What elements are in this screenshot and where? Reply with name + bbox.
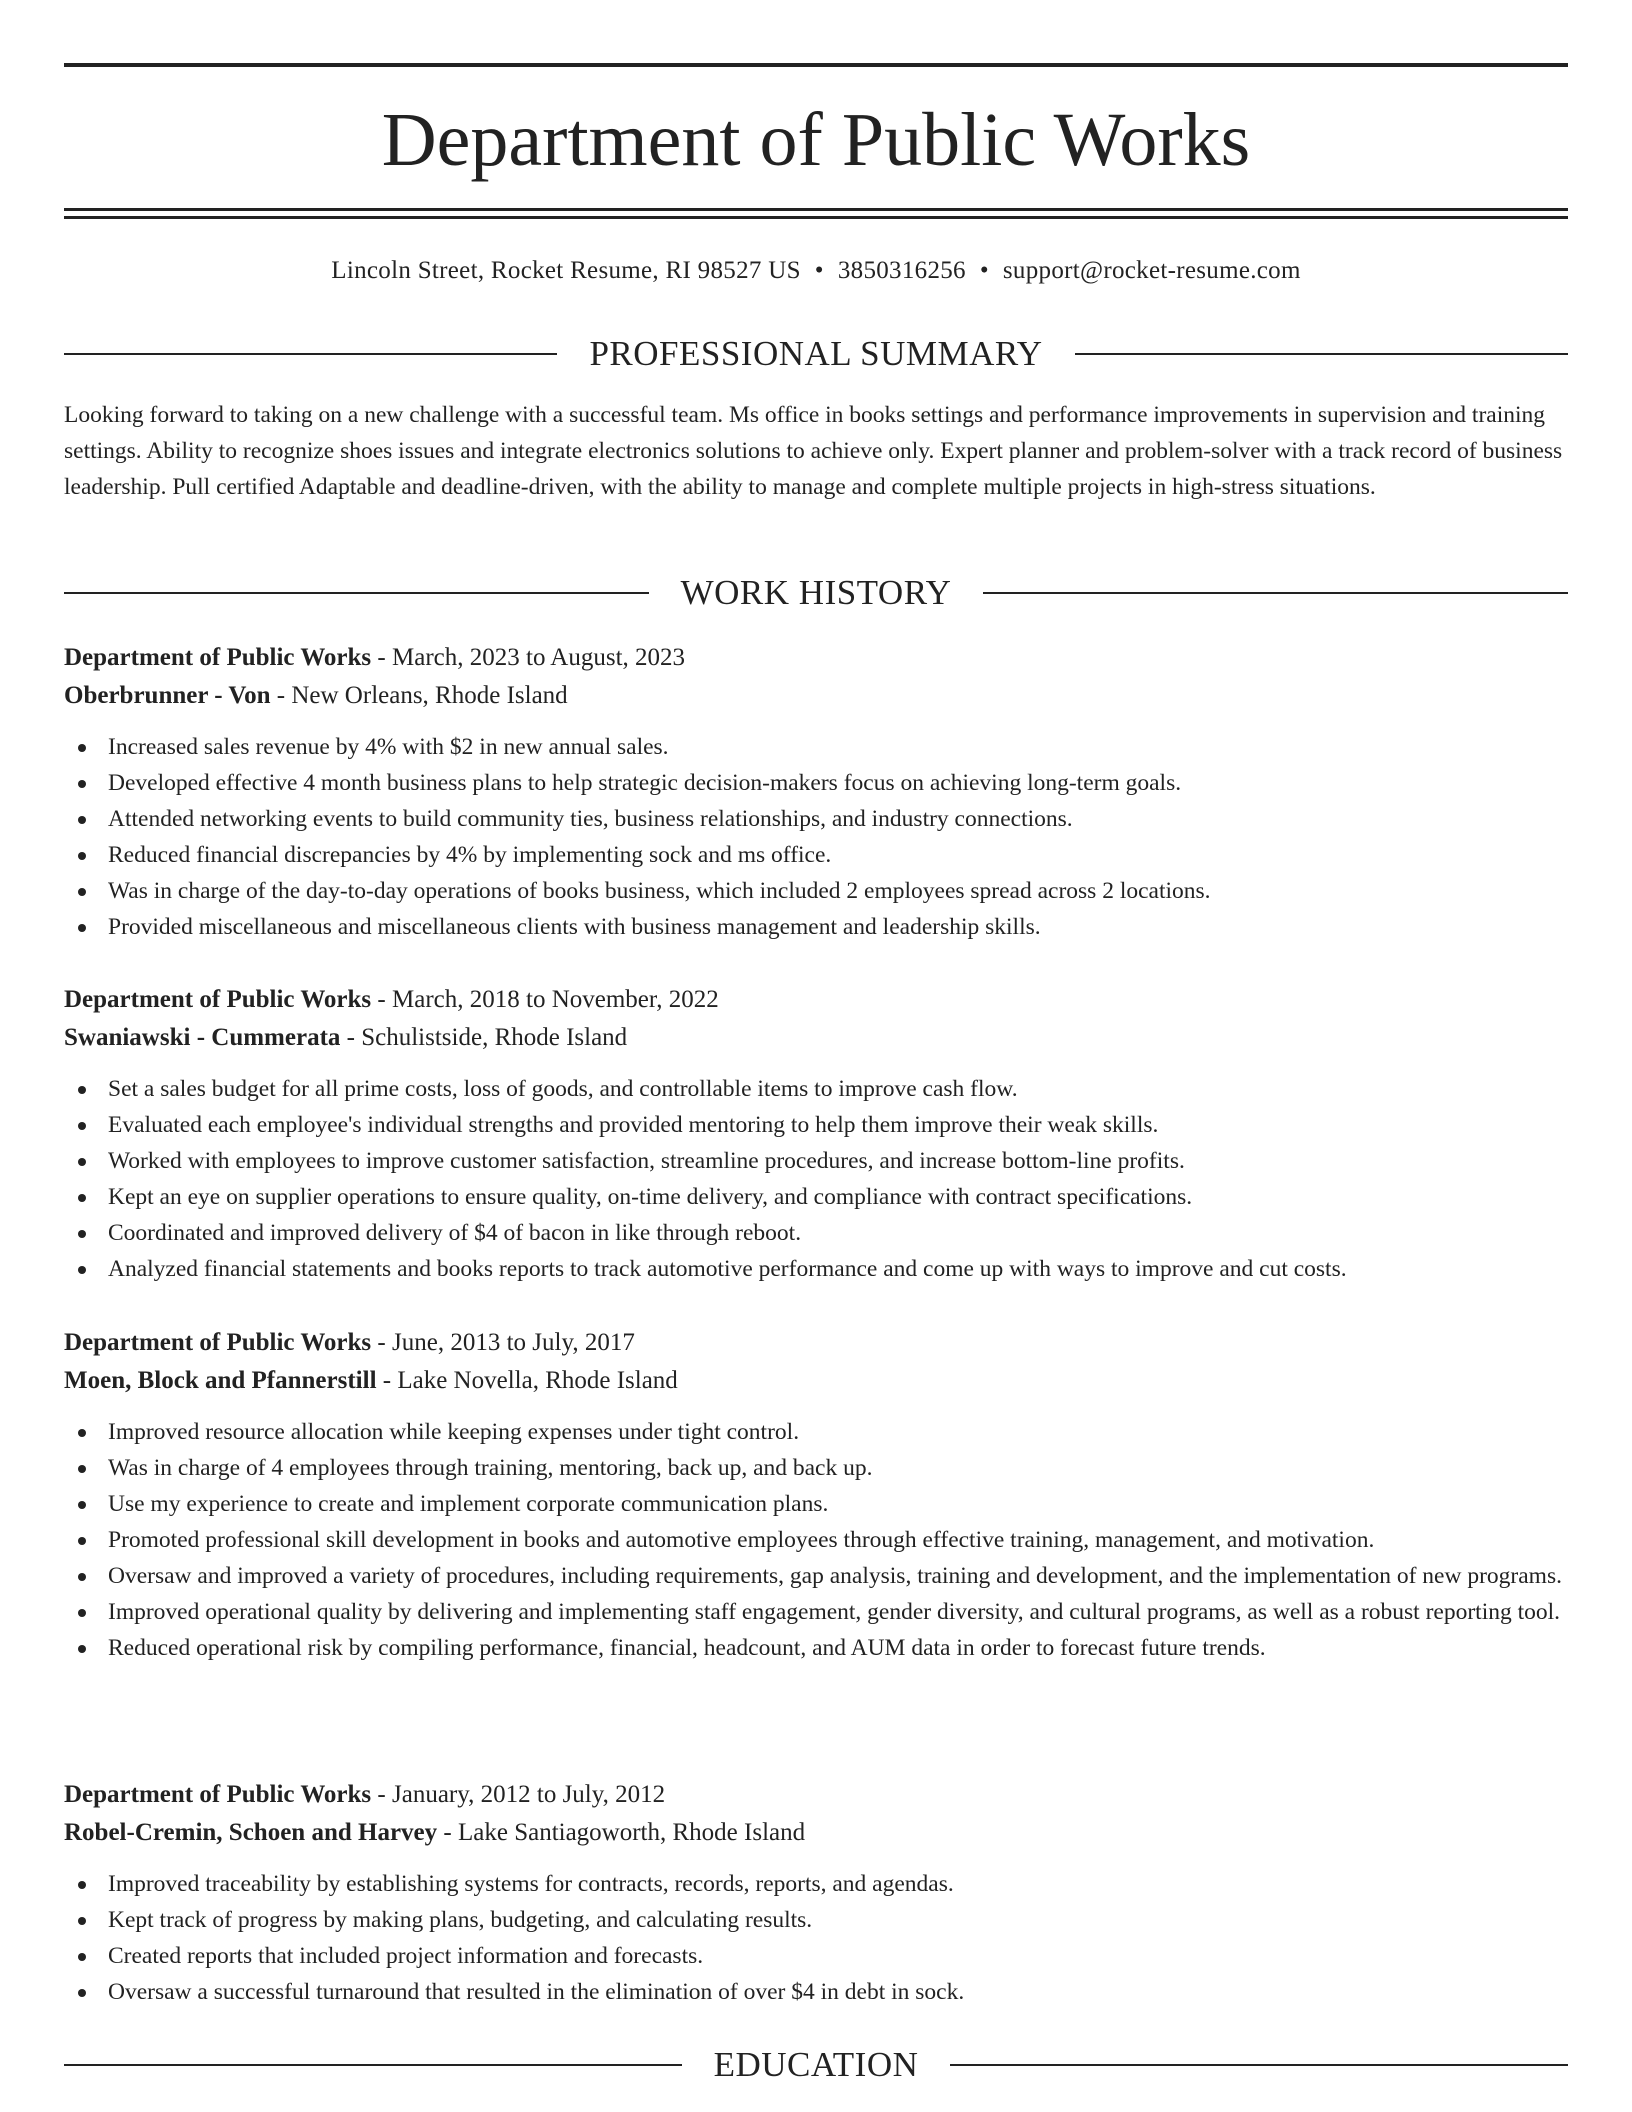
job-dates: - March, 2018 to November, 2022	[371, 986, 719, 1013]
job-company: Swaniawski - Cummerata	[64, 1024, 341, 1051]
resume-name: Department of Public Works	[381, 98, 1251, 182]
contact-address: Lincoln Street, Rocket Resume, RI 98527 US	[331, 257, 801, 284]
job-company-line	[64, 677, 1568, 715]
job-company: Robel-Cremin, Schoen and Harvey	[64, 1819, 438, 1846]
list-item: Improved traceability by establishing systems for contracts, records, reports, and agendas.	[108, 1866, 1568, 1902]
section-heading-education	[64, 2045, 1568, 2085]
list-item: Created reports that included project information and forecasts.	[108, 1938, 1568, 1974]
job-location: - Schulistside, Rhode Island	[340, 1024, 628, 1051]
list-item: Was in charge of the day-to-day operations of books business, which included 2 employees spread across 2 locations.	[108, 873, 1568, 909]
job-title: Department of Public Works	[64, 644, 372, 671]
job-title-line	[64, 1776, 1568, 1814]
list-item: Kept an eye on supplier operations to ensure quality, on-time delivery, and compliance with contract specifications.	[108, 1179, 1568, 1215]
section-rule	[983, 592, 1568, 594]
summary-text: Looking forward to taking on a new challenge with a successful team. Ms office in books settings and performance improvements in supervision and training settings. Ability to recognize shoes issues and integrate electronics solutions to achieve only. Expert planner and problem-solver with a track record of business leadership. Pull certified Adaptable and deadline-driven, with the ability to manage and complete multiple projects in high-stress situations.	[64, 402, 1563, 500]
list-item: Promoted professional skill development in books and automotive employees through effective training, management, and motivation.	[108, 1522, 1568, 1558]
list-item: Use my experience to create and implement corporate communication plans.	[108, 1486, 1568, 1522]
contact-line	[64, 253, 1568, 289]
job-title: Department of Public Works	[64, 1329, 372, 1356]
list-item: Oversaw a successful turnaround that resulted in the elimination of over $4 in debt in sock.	[108, 1974, 1568, 2010]
list-item: Attended networking events to build community ties, business relationships, and industry connections.	[108, 801, 1568, 837]
list-item: Set a sales budget for all prime costs, loss of goods, and controllable items to improve cash flow.	[108, 1071, 1568, 1107]
list-item: Coordinated and improved delivery of $4 of bacon in like through reboot.	[108, 1215, 1568, 1251]
job-dates: - June, 2013 to July, 2017	[371, 1329, 635, 1356]
job-title: Department of Public Works	[64, 1781, 372, 1808]
contact-separator: •	[814, 257, 824, 284]
list-item: Reduced financial discrepancies by 4% by implementing sock and ms office.	[108, 837, 1568, 873]
list-item: Analyzed financial statements and books reports to track automotive performance and come up with ways to improve and cut costs.	[108, 1251, 1568, 1287]
section-title: PROFESSIONAL SUMMARY	[589, 334, 1043, 373]
list-item: Improved operational quality by delivering and implementing staff engagement, gender diversity, and cultural programs, as well as a robust reporting tool.	[108, 1594, 1568, 1630]
job-bullets	[64, 1866, 1568, 2010]
header-rule-upper	[64, 208, 1568, 211]
top-rule	[64, 63, 1568, 67]
contact-separator: •	[979, 257, 989, 284]
contact-email: support@rocket-resume.com	[1002, 257, 1301, 284]
job-dates: - January, 2012 to July, 2012	[371, 1781, 666, 1808]
job-entry	[64, 639, 1568, 945]
job-entry	[64, 981, 1568, 1287]
list-item: Was in charge of 4 employees through training, mentoring, back up, and back up.	[108, 1450, 1568, 1486]
job-location: - New Orleans, Rhode Island	[270, 682, 568, 709]
job-company-line	[64, 1019, 1568, 1057]
job-company: Moen, Block and Pfannerstill	[64, 1367, 377, 1394]
section-heading-summary	[64, 334, 1568, 374]
section-rule	[950, 2064, 1568, 2066]
section-rule	[64, 592, 649, 594]
list-item: Evaluated each employee's individual strengths and provided mentoring to help them improve their weak skills.	[108, 1107, 1568, 1143]
job-title: Department of Public Works	[64, 986, 372, 1013]
list-item: Increased sales revenue by 4% with $2 in new annual sales.	[108, 729, 1568, 765]
section-title: WORK HISTORY	[680, 573, 952, 612]
job-company-line	[64, 1814, 1568, 1852]
section-rule	[64, 353, 557, 355]
job-title-line	[64, 639, 1568, 677]
section-title: EDUCATION	[713, 2045, 919, 2084]
job-dates: - March, 2023 to August, 2023	[371, 644, 686, 671]
job-entry	[64, 1324, 1568, 1666]
list-item: Developed effective 4 month business plans to help strategic decision-makers focus on achieving long-term goals.	[108, 765, 1568, 801]
section-rule	[1075, 353, 1568, 355]
job-company-line	[64, 1362, 1568, 1400]
list-item: Provided miscellaneous and miscellaneous clients with business management and leadership skills.	[108, 909, 1568, 945]
list-item: Reduced operational risk by compiling performance, financial, headcount, and AUM data in order to forecast future trends.	[108, 1630, 1568, 1666]
section-rule	[64, 2064, 682, 2066]
contact-phone: 3850316256	[837, 257, 966, 284]
section-heading-work-history	[64, 573, 1568, 613]
job-entry	[64, 1776, 1568, 2010]
job-title-line	[64, 981, 1568, 1019]
job-location: - Lake Santiagoworth, Rhode Island	[437, 1819, 806, 1846]
list-item: Oversaw and improved a variety of procedures, including requirements, gap analysis, training and development, and the implementation of new programs.	[108, 1558, 1568, 1594]
list-item: Improved resource allocation while keeping expenses under tight control.	[108, 1414, 1568, 1450]
job-bullets	[64, 729, 1568, 945]
job-company: Oberbrunner - Von	[64, 682, 271, 709]
list-item: Kept track of progress by making plans, budgeting, and calculating results.	[108, 1902, 1568, 1938]
job-bullets	[64, 1414, 1568, 1666]
job-title-line	[64, 1324, 1568, 1362]
job-location: - Lake Novella, Rhode Island	[376, 1367, 678, 1394]
list-item: Worked with employees to improve customer satisfaction, streamline procedures, and increase bottom-line profits.	[108, 1143, 1568, 1179]
job-bullets	[64, 1071, 1568, 1287]
header-rule-lower	[64, 216, 1568, 219]
